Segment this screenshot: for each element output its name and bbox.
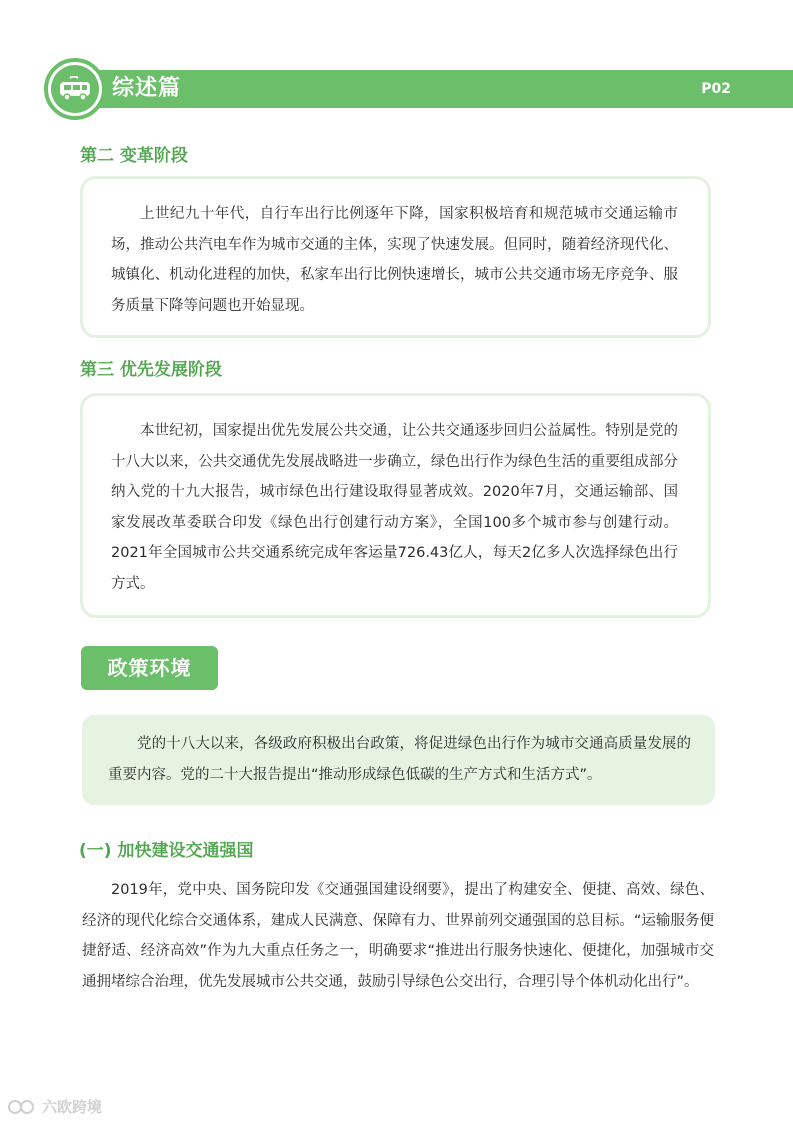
bus-icon [51,65,99,113]
policy-tag: 政策环境 [81,646,218,690]
page-title: 综述篇 [112,76,182,101]
page-number: P02 [701,81,731,97]
stage3-card [80,393,711,618]
section1-paragraph: 2019年，党中央、国务院印发《交通强国建设纲要》，提出了构建安全、便捷、高效、绿色、经济的现代化综合交通体系，建成人民满意、保障有力、世界前列交通强国的总目标。“运输服务便捷舒适、经济高效”作为九大重点任务之一，明确要求“推进出行服务快速化、便捷化，加强城市交通拥堵综合治理，优先发展城市公共交通，鼓励引导绿色公交出行，合理引导个体机动化出行”。 [82,882,714,990]
stage2-paragraph: 上世纪九十年代，自行车出行比例逐年下降，国家积极培育和规范城市交通运输市场，推动公共汽电车作为城市交通的主体，实现了快速发展。但同时，随着经济现代化、城镇化、机动化进程的加快，私家车出行比例快速增长，城市公共交通市场无序竞争、服务质量下降等问题也开始显现。 [111,206,678,314]
stage2-heading: 第二 变革阶段 [80,146,188,166]
policy-summary: 党的十八大以来，各级政府积极出台政策，将促进绿色出行作为城市交通高质量发展的重要内容。党的二十大报告提出“推动形成绿色低碳的生产方式和生活方式”。 [108,736,691,783]
section1-body [82,875,714,997]
policy-summary-box [82,715,715,805]
stage3-heading: 第三 优先发展阶段 [80,360,222,380]
watermark-logo-icon [8,1098,38,1116]
header-logo [44,58,106,120]
stage2-card [80,176,711,338]
watermark [8,1096,102,1117]
section1-heading: (一) 加快建设交通强国 [79,841,254,861]
watermark-text: 六欧跨境 [42,1098,103,1116]
stage3-paragraph: 本世纪初，国家提出优先发展公共交通，让公共交通逐步回归公益属性。特别是党的十八大以来，公共交通优先发展战略进一步确立，绿色出行作为绿色生活的重要组成部分纳入党的十九大报告，城市绿色出行建设取得显著成效。2020年7月，交通运输部、国家发展改革委联合印发《绿色出行创建行动方案》，全国100多个城市参与创建行动。2021年全国城市公共交通系统完成年客运量726.43亿人，每天2亿多人次选择绿色出行方式。 [111,423,678,592]
